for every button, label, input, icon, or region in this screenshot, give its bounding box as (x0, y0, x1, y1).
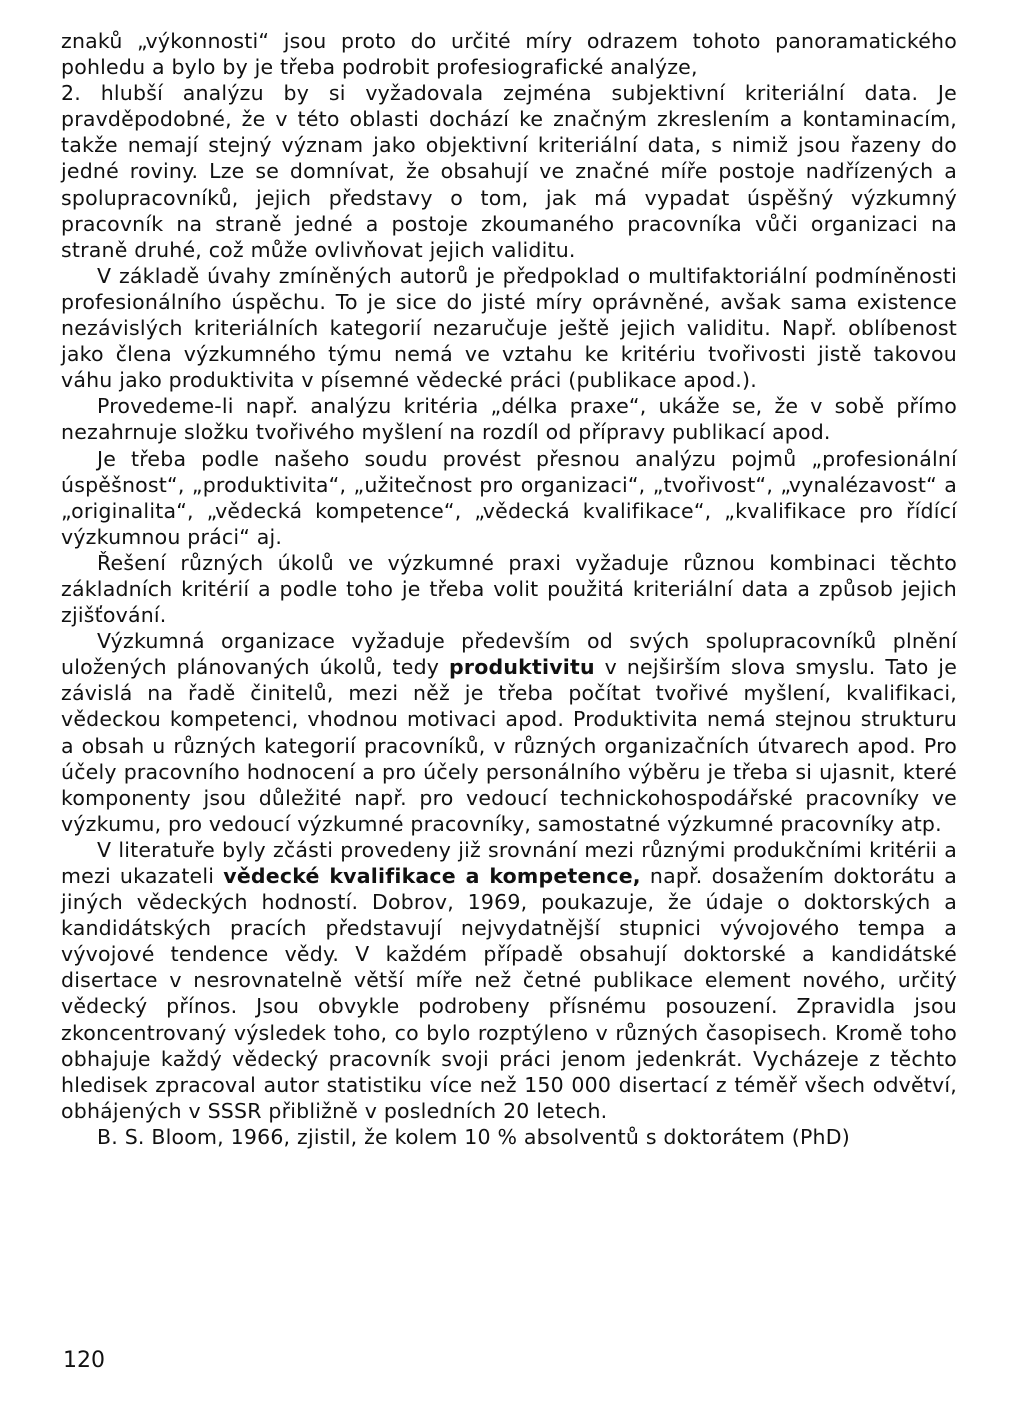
paragraph-productivity (61, 628, 957, 837)
paragraph-concept-analysis: Je třeba podle našeho soudu provést přesnou analýzu pojmů „profesionální úspěšnost“, „produktivita“, „užitečnost pro organizaci“, „tvořivost“, „vynalézavost“ a „originalita“, „vědecká kompetence“, „vědecká kvalifikace“, „kvalifikace pro řídící výzkumnou práci“ aj. (61, 446, 957, 549)
page-number: 120 (63, 1348, 105, 1373)
paragraph-bloom: B. S. Bloom, 1966, zjistil, že kolem 10 % absolventů s doktorátem (PhD) (97, 1124, 850, 1149)
paragraph-point-2: 2. hlubší analýzu by si vyžadovala zejména subjektivní kriteriální data. Je pravděpodobné, že v této oblasti dochází ke značným zkreslením a kontaminacím, takže nemají stejný význam jako objektivní kriteriální data, s nimiž jsou řazeny do jedné roviny. Lze se domnívat, že obsahují ve značné míře postoje nadřízených a spolupracovníků, jejich představy o tom, jak má vypadat úspěšný výzkumný pracovník na straně jedné a postoje zkoumaného pracovníka vůči organizaci na straně druhé, což může ovlivňovat jejich validitu. (61, 81, 957, 262)
paragraph-qualification (61, 837, 957, 1124)
page-body (61, 28, 957, 1150)
paragraph-task-solving: Řešení různých úkolů ve výzkumné praxi vyžaduje různou kombinaci těchto základních kritérií a podle toho je třeba volit použitá kriteriální data a způsob jejich zjišťování. (61, 550, 957, 628)
emphasis-productivity: produktivitu (449, 655, 595, 680)
paragraph-productivity-text-1: Výzkumná organizace vyžaduje především od svých spolupracovníků plnění uložených plánovaných úkolů, tedy (61, 629, 957, 680)
paragraph-qualification-text-2: např. dosažením doktorátu a jiných vědeckých hodností. Dobrov, 1969, poukazuje, že údaje o doktorských a kandidátských pracích představují nejvydatnější stupnici vývojového tempa a vývojové tendence vědy. V každém případě obsahují doktorské a kandidátské disertace v nesrovnatelně větší míře než četné publikace element nového, určitý vědecký přínos. Jsou obvykle podrobeny přísnému posouzení. Zpravidla jsou zkoncentrovaný výsledek toho, co bylo rozptýleno v různých časopisech. Kromě toho obhajuje každý vědecký pracovník svoji práci jenom jedenkrát. Vycházeje z těchto hledisek zpracoval autor statistiku více než 150 000 disertací z téměř všech odvětví, obhájených v SSSR přibližně v posledních 20 letech. (61, 864, 957, 1123)
paragraph-multifactorial: V základě úvahy zmíněných autorů je předpoklad o multifaktoriální podmíněnosti profesionálního úspěchu. To je sice do jisté míry oprávněné, avšak sama existence nezávislých kriteriálních kategorií nezaručuje ještě jejich validitu. Např. oblíbenost jako člena výzkumného týmu nemá ve vztahu ke kritériu tvořivosti jistě takovou váhu jako produktivita v písemné vědecké práci (publikace apod.). (61, 263, 957, 393)
emphasis-qualification: vědecké kvalifikace a kompetence, (223, 864, 641, 888)
paragraph-productivity-text-2: v nejširším slova smyslu. Tato je závislá na řadě činitelů, mezi něž je třeba počítat tvořivé myšlení, kvalifikaci, vědeckou kompetenci, vhodnou motivaci apod. Produktivita nemá stejnou strukturu a obsah u různých kategorií pracovníků, v různých organizačních útvarech apod. Pro účely pracovního hodnocení a pro účely personálního výběru je třeba si ujasnit, které komponenty jsou důležité např. pro vedoucí technickohospodářské pracovníky ve výzkumu, pro vedoucí výzkumné pracovníky, samostatné výzkumné pracovníky atp. (61, 655, 958, 836)
paragraph-length-of-practice: Provedeme-li např. analýzu kritéria „délka praxe“, ukáže se, že v sobě přímo nezahrnuje složku tvořivého myšlení na rozdíl od přípravy publikací apod. (61, 394, 957, 445)
paragraph-qualification-text-1: V literatuře byly zčásti provedeny již srovnání mezi různými produkčními kritérii a mezi ukazateli (61, 837, 957, 888)
paragraph-continuation: znaků „výkonnosti“ jsou proto do určité míry odrazem tohoto panoramatického pohledu a bylo by je třeba podrobit profesiografické analýze, (61, 29, 957, 80)
